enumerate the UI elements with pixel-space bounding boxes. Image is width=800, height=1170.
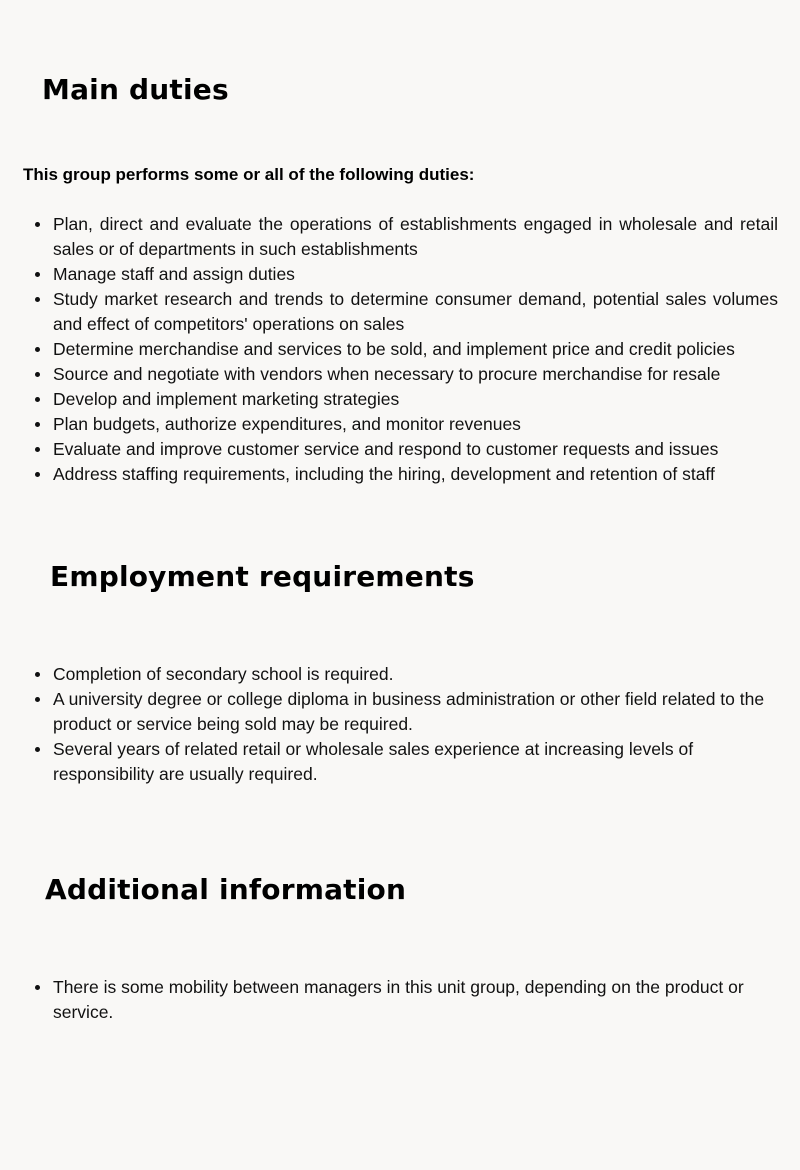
list-item: Address staffing requirements, including the hiring, development and retention of staff [53,462,778,487]
list-item: There is some mobility between managers in this unit group, depending on the product or service. [53,975,773,1025]
additional-information-list [53,975,773,1025]
additional-information-heading: Additional information [45,873,407,906]
list-item: Source and negotiate with vendors when necessary to procure merchandise for resale [53,362,778,387]
list-item: Develop and implement marketing strategies [53,387,778,412]
list-item: A university degree or college diploma in business administration or other field related to the product or service being sold may be required. [53,687,773,737]
list-item: Completion of secondary school is required. [53,662,773,687]
list-item: Plan budgets, authorize expenditures, and monitor revenues [53,412,778,437]
list-item: Several years of related retail or wholesale sales experience at increasing levels of responsibility are usually required. [53,737,773,787]
main-duties-heading: Main duties [42,73,229,106]
main-duties-list [53,212,778,487]
list-item: Plan, direct and evaluate the operations of establishments engaged in wholesale and retail sales or of departments in such establishments [53,212,778,262]
list-item: Study market research and trends to determine consumer demand, potential sales volumes and effect of competitors' operations on sales [53,287,778,337]
list-item: Manage staff and assign duties [53,262,778,287]
list-item: Determine merchandise and services to be sold, and implement price and credit policies [53,337,778,362]
main-duties-intro: This group performs some or all of the following duties: [23,165,475,184]
employment-requirements-heading: Employment requirements [50,560,475,593]
list-item: Evaluate and improve customer service and respond to customer requests and issues [53,437,778,462]
employment-requirements-list [53,662,773,787]
